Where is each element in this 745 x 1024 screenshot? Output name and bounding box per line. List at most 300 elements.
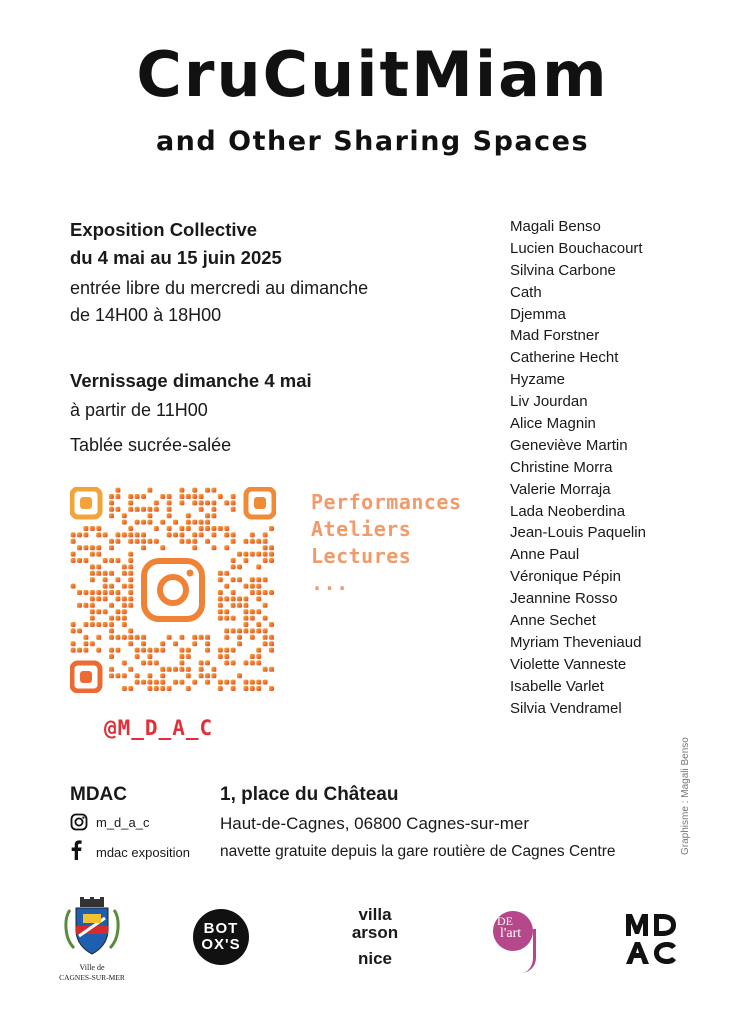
qr-module	[250, 616, 255, 621]
artist-name: Myriam Theveniaud	[510, 633, 642, 651]
botoxs-label-1: BOT	[203, 920, 239, 937]
shuttle-info: navette gratuite depuis la gare routière de Cagnes Centre	[220, 843, 616, 860]
qr-module	[231, 564, 236, 569]
qr-module	[128, 590, 133, 595]
qr-module	[218, 686, 223, 691]
qr-module	[103, 558, 108, 563]
qr-module	[122, 532, 127, 537]
artist-name: Jeannine Rosso	[510, 590, 618, 608]
qr-module	[250, 532, 255, 537]
qr-module	[154, 507, 159, 512]
qr-module	[224, 648, 229, 653]
qr-module	[71, 558, 76, 563]
qr-module	[211, 532, 216, 537]
artist-name: Véronique Pépin	[510, 568, 621, 586]
exhibition-hours: de 14H00 à 18H00	[70, 305, 222, 325]
qr-module	[199, 520, 204, 525]
qr-module	[269, 526, 274, 531]
event-lectures: Lectures	[311, 544, 412, 568]
qr-module	[263, 635, 268, 640]
qr-module	[147, 673, 152, 678]
qr-module	[115, 616, 120, 621]
qr-module	[192, 532, 197, 537]
qr-module	[231, 494, 236, 499]
qr-module	[154, 648, 159, 653]
qr-module	[103, 584, 108, 589]
qr-module	[218, 616, 223, 621]
qr-module	[115, 635, 120, 640]
qr-module	[231, 660, 236, 665]
qr-module	[141, 494, 146, 499]
qr-module	[173, 520, 178, 525]
qr-module	[71, 584, 76, 589]
qr-module	[77, 545, 82, 550]
qr-module	[109, 545, 114, 550]
qr-module	[90, 590, 95, 595]
qr-module	[250, 660, 255, 665]
event-more: ...	[311, 571, 349, 595]
exhibition-type: Exposition Collective	[70, 219, 258, 240]
qr-module	[96, 545, 101, 550]
artist-name: Anne Paul	[510, 546, 580, 564]
qr-module	[199, 660, 204, 665]
qr-module	[263, 680, 268, 685]
qr-module	[147, 680, 152, 685]
qr-module	[141, 660, 146, 665]
qr-module	[109, 622, 114, 627]
qr-module	[250, 686, 255, 691]
qr-module	[83, 545, 88, 550]
qr-module	[224, 660, 229, 665]
qr-module	[250, 635, 255, 640]
qr-module	[147, 539, 152, 544]
qr-module	[256, 648, 261, 653]
qr-module	[96, 609, 101, 614]
qr-module	[109, 571, 114, 576]
qr-module	[243, 539, 248, 544]
qr-module	[224, 545, 229, 550]
qr-module	[154, 680, 159, 685]
qr-module	[205, 680, 210, 685]
qr-module	[109, 507, 114, 512]
qr-module	[231, 596, 236, 601]
qr-module	[218, 654, 223, 659]
qr-module	[199, 500, 204, 505]
qr-module	[122, 596, 127, 601]
poster-subtitle: and Other Sharing Spaces	[155, 126, 590, 157]
qr-module	[160, 686, 165, 691]
qr-module	[83, 526, 88, 531]
qr-module	[128, 552, 133, 557]
qr-module	[90, 526, 95, 531]
qr-module	[192, 539, 197, 544]
artist-name: Silvina Carbone	[510, 261, 616, 279]
artist-name: Cath	[510, 283, 542, 301]
qr-module	[218, 571, 223, 576]
qr-module	[122, 673, 127, 678]
qr-module	[77, 603, 82, 608]
qr-module	[96, 564, 101, 569]
qr-module	[154, 500, 159, 505]
qr-module	[167, 532, 172, 537]
qr-module	[160, 494, 165, 499]
qr-module	[147, 648, 152, 653]
qr-module	[90, 552, 95, 557]
qr-module	[90, 603, 95, 608]
qr-module	[224, 654, 229, 659]
qr-module	[147, 507, 152, 512]
opening-title: Vernissage dimanche 4 mai	[70, 370, 312, 391]
qr-module	[237, 628, 242, 633]
qr-module	[128, 532, 133, 537]
qr-module	[109, 635, 114, 640]
qr-module	[109, 667, 114, 672]
qr-module	[109, 558, 114, 563]
qr-module	[269, 667, 274, 672]
qr-module	[128, 577, 133, 582]
qr-module	[96, 596, 101, 601]
qr-module	[179, 494, 184, 499]
artist-name: Valerie Morraja	[510, 480, 611, 498]
artist-name: Mad Forstner	[510, 327, 600, 345]
logo-botoxs	[193, 909, 249, 965]
qr-module	[83, 641, 88, 646]
qr-module	[205, 635, 210, 640]
qr-module	[128, 500, 133, 505]
qr-module	[218, 609, 223, 614]
qr-module	[211, 507, 216, 512]
qr-module	[90, 577, 95, 582]
qr-module	[115, 532, 120, 537]
qr-module	[250, 577, 255, 582]
artist-name: Djemma	[510, 305, 566, 323]
qr-module	[135, 494, 140, 499]
qr-module	[96, 622, 101, 627]
qr-module	[256, 609, 261, 614]
qr-module	[205, 520, 210, 525]
qr-module	[90, 609, 95, 614]
qr-module	[109, 584, 114, 589]
qr-module	[199, 635, 204, 640]
exhibition-dates: du 4 mai au 15 juin 2025	[70, 247, 282, 268]
venue-instagram[interactable]: m_d_a_c	[96, 815, 150, 830]
qr-module	[90, 616, 95, 621]
qr-module	[141, 635, 146, 640]
event-ateliers: Ateliers	[311, 517, 412, 541]
artist-name: Liv Jourdan	[510, 393, 588, 411]
qr-module	[128, 641, 133, 646]
qr-module	[237, 635, 242, 640]
qr-module	[96, 552, 101, 557]
qr-module	[141, 648, 146, 653]
qr-module	[243, 558, 248, 563]
qr-module	[115, 590, 120, 595]
qr-module	[115, 558, 120, 563]
qr-module	[83, 558, 88, 563]
qr-module	[128, 596, 133, 601]
qr-module	[83, 635, 88, 640]
qr-module	[250, 628, 255, 633]
qr-module	[128, 494, 133, 499]
qr-module	[186, 494, 191, 499]
qr-module	[256, 590, 261, 595]
qr-module	[71, 628, 76, 633]
qr-module	[128, 507, 133, 512]
qr-module	[122, 622, 127, 627]
qr-module	[237, 673, 242, 678]
qr-module	[128, 635, 133, 640]
qr-module	[250, 609, 255, 614]
qr-module	[167, 526, 172, 531]
qr-module	[141, 680, 146, 685]
qr-module	[179, 660, 184, 665]
qr-module	[90, 571, 95, 576]
qr-module	[109, 590, 114, 595]
address-line-1: 1, place du Château	[220, 784, 399, 805]
poster-title: CruCuitMiam	[136, 38, 609, 111]
qr-module	[122, 571, 127, 576]
qr-module	[96, 526, 101, 531]
qr-module	[224, 500, 229, 505]
qr-module	[115, 648, 120, 653]
qr-module	[77, 628, 82, 633]
qr-module	[135, 507, 140, 512]
qr-module	[109, 494, 114, 499]
qr-module	[154, 539, 159, 544]
qr-module	[90, 545, 95, 550]
qr-module	[256, 584, 261, 589]
qr-module	[167, 494, 172, 499]
qr-module	[218, 577, 223, 582]
artist-name: Jean-Louis Paquelin	[510, 524, 646, 542]
qr-module	[218, 494, 223, 499]
qr-module	[109, 648, 114, 653]
qr-module	[186, 539, 191, 544]
qr-module	[192, 635, 197, 640]
qr-module	[263, 552, 268, 557]
qr-module	[154, 686, 159, 691]
venue-facebook[interactable]: mdac exposition	[96, 845, 190, 860]
qr-module	[211, 513, 216, 518]
qr-module	[199, 494, 204, 499]
logo-villa-arson	[340, 906, 410, 968]
qr-module	[192, 545, 197, 550]
qr-module	[243, 616, 248, 621]
qr-module	[135, 635, 140, 640]
qr-module	[115, 609, 120, 614]
delart-label-1: DE	[497, 914, 513, 928]
artist-name: Hyzame	[510, 371, 566, 389]
qr-module	[141, 539, 146, 544]
qr-module	[122, 635, 127, 640]
qr-module	[115, 507, 120, 512]
qr-module	[128, 686, 133, 691]
qr-module	[77, 648, 82, 653]
qr-module	[218, 596, 223, 601]
qr-module	[199, 526, 204, 531]
artist-name: Geneviève Martin	[510, 436, 628, 454]
qr-module	[90, 564, 95, 569]
qr-module	[211, 500, 216, 505]
qr-module	[237, 577, 242, 582]
qr-module	[167, 513, 172, 518]
opening-time: à partir de 11H00	[70, 400, 208, 420]
qr-module	[135, 532, 140, 537]
qr-module	[192, 494, 197, 499]
venue-name: MDAC	[70, 784, 127, 805]
qr-module	[103, 571, 108, 576]
qr-module	[71, 532, 76, 537]
qr-module	[224, 616, 229, 621]
qr-module	[128, 628, 133, 633]
qr-module	[109, 654, 114, 659]
qr-module	[122, 686, 127, 691]
qr-module	[231, 539, 236, 544]
qr-module	[263, 628, 268, 633]
qr-module	[122, 609, 127, 614]
qr-module	[109, 628, 114, 633]
qr-module	[269, 648, 274, 653]
qr-module	[160, 667, 165, 672]
instagram-handle[interactable]: @M_D_A_C	[104, 716, 214, 740]
qr-module	[256, 680, 261, 685]
qr-module	[103, 577, 108, 582]
qr-module	[269, 641, 274, 646]
qr-module	[250, 552, 255, 557]
cagnes-coat-of-arms-icon	[56, 896, 128, 958]
qr-module	[256, 552, 261, 557]
qr-module	[218, 590, 223, 595]
qr-module	[211, 667, 216, 672]
qr-module	[224, 635, 229, 640]
qr-module	[231, 616, 236, 621]
qr-module	[237, 564, 242, 569]
qr-module	[218, 680, 223, 685]
qr-module	[256, 539, 261, 544]
qr-module	[77, 590, 82, 595]
qr-module	[231, 558, 236, 563]
graphic-credit: Graphisme : Magali Benso	[680, 737, 691, 855]
qr-module	[186, 654, 191, 659]
event-performances: Performances	[311, 490, 462, 514]
qr-module	[211, 545, 216, 550]
qr-module	[250, 584, 255, 589]
qr-module	[224, 609, 229, 614]
villa-label-2: arson	[351, 923, 399, 942]
qr-module	[224, 584, 229, 589]
qr-module	[256, 564, 261, 569]
qr-module	[192, 520, 197, 525]
qr-finder-top-right	[246, 489, 274, 517]
qr-module	[263, 558, 268, 563]
qr-module	[77, 532, 82, 537]
qr-module	[128, 539, 133, 544]
qr-module	[173, 667, 178, 672]
artist-name: Anne Sechet	[510, 612, 596, 630]
qr-module	[256, 654, 261, 659]
qr-module	[205, 513, 210, 518]
qr-module	[256, 686, 261, 691]
qr-module	[103, 590, 108, 595]
qr-module	[154, 660, 159, 665]
artist-name: Catherine Hecht	[510, 349, 619, 367]
qr-module	[141, 532, 146, 537]
qr-module	[269, 552, 274, 557]
villa-label-3: nice	[357, 949, 393, 968]
qr-module	[218, 648, 223, 653]
qr-module	[160, 673, 165, 678]
artist-name: Silvia Vendramel	[510, 699, 622, 717]
qr-module	[218, 526, 223, 531]
qr-module	[263, 590, 268, 595]
qr-module	[231, 680, 236, 685]
exhibition-access: entrée libre du mercredi au dimanche	[70, 278, 369, 298]
facebook-icon	[70, 840, 82, 860]
qr-module	[263, 603, 268, 608]
qr-module	[160, 641, 165, 646]
qr-module	[224, 680, 229, 685]
qr-module	[263, 532, 268, 537]
qr-module	[231, 686, 236, 691]
qr-module	[269, 635, 274, 640]
qr-module	[211, 488, 216, 493]
qr-module	[122, 660, 127, 665]
qr-module	[263, 616, 268, 621]
qr-module	[243, 686, 248, 691]
logo-delart	[491, 909, 539, 973]
qr-module	[243, 603, 248, 608]
qr-module	[179, 680, 184, 685]
qr-module	[269, 622, 274, 627]
qr-module	[128, 584, 133, 589]
artist-name: Magali Benso	[510, 218, 601, 235]
qr-finder-bottom-left	[72, 663, 100, 691]
qr-module	[96, 532, 101, 537]
qr-module	[179, 526, 184, 531]
qr-module	[122, 564, 127, 569]
qr-module	[237, 596, 242, 601]
qr-module	[147, 488, 152, 493]
qr-module	[128, 526, 133, 531]
qr-module	[263, 641, 268, 646]
instagram-qr-code[interactable]	[70, 487, 276, 693]
qr-module	[147, 660, 152, 665]
qr-module	[243, 609, 248, 614]
qr-module	[122, 584, 127, 589]
qr-module	[71, 622, 76, 627]
qr-module	[237, 603, 242, 608]
qr-module	[128, 571, 133, 576]
instagram-icon	[70, 813, 88, 831]
qr-module	[128, 603, 133, 608]
botoxs-label-2: OX'S	[201, 936, 241, 953]
qr-module	[141, 507, 146, 512]
qr-module	[269, 558, 274, 563]
qr-module	[115, 673, 120, 678]
qr-module	[211, 526, 216, 531]
qr-module	[109, 616, 114, 621]
qr-module	[186, 513, 191, 518]
qr-module	[90, 641, 95, 646]
qr-module	[186, 520, 191, 525]
qr-module	[179, 488, 184, 493]
qr-module	[243, 628, 248, 633]
qr-module	[77, 558, 82, 563]
qr-module	[115, 539, 120, 544]
food-note: Tablée sucrée-salée	[70, 435, 232, 455]
qr-module	[160, 545, 165, 550]
qr-module	[71, 648, 76, 653]
